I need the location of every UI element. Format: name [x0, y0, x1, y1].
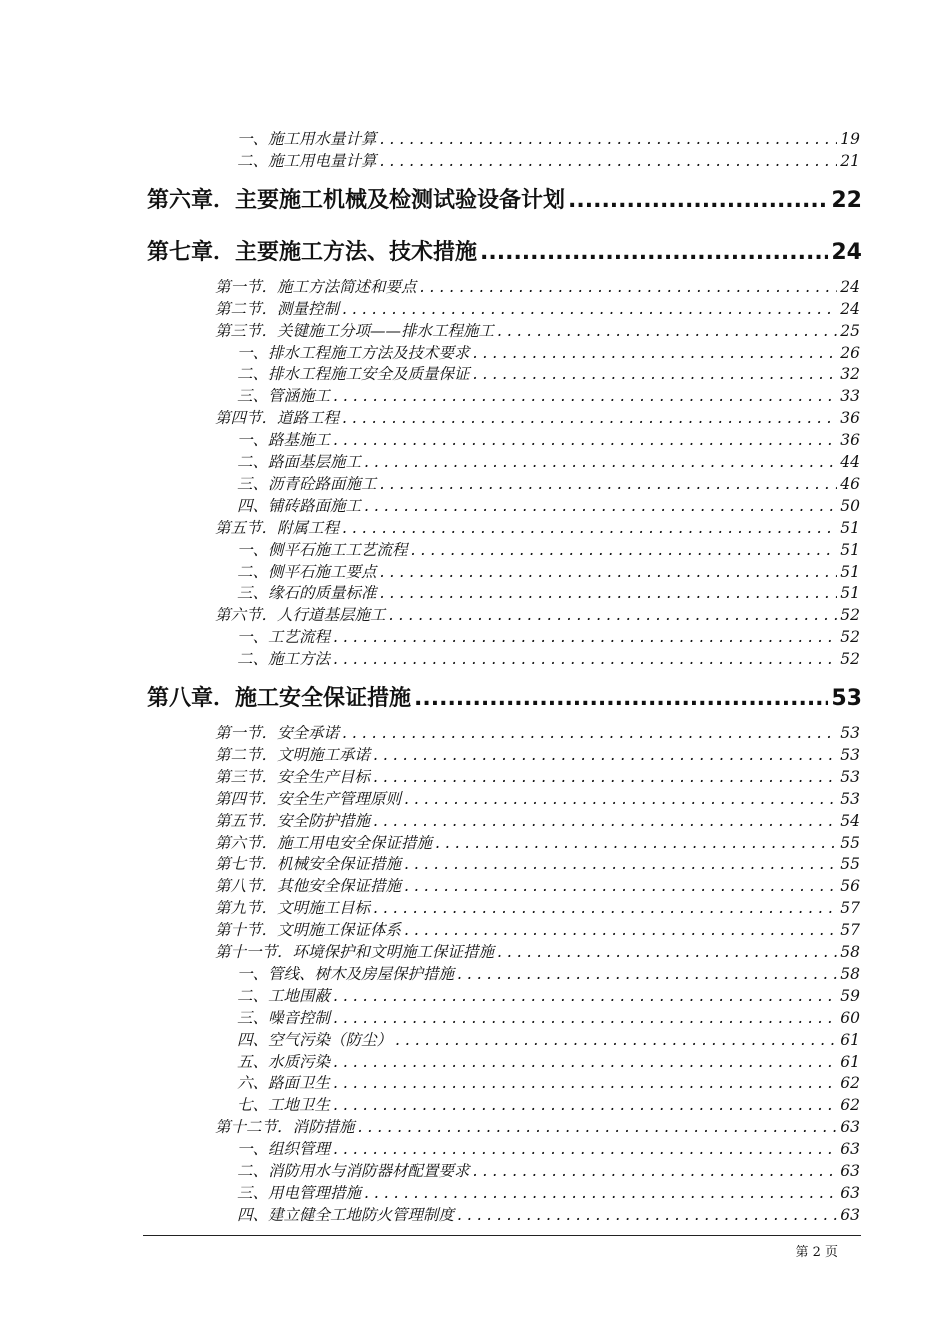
toc-entry-page: 24: [831, 239, 862, 265]
toc-entry-page: 54: [840, 811, 860, 830]
toc-entry-page: 51: [840, 562, 860, 581]
toc-section-entry[interactable]: [215, 788, 860, 810]
toc-dot-leader: [373, 897, 837, 919]
toc-section-entry[interactable]: [215, 766, 860, 788]
toc-entry-title: 第四节．道路工程: [215, 409, 340, 428]
toc-section-entry[interactable]: [215, 832, 860, 854]
toc-subsection-entry[interactable]: [237, 429, 860, 451]
toc-entry-page: 53: [840, 789, 860, 808]
toc-chapter-entry[interactable]: [147, 684, 862, 714]
toc-entry-page: 63: [840, 1118, 860, 1137]
toc-entry-title: 七、工地卫生: [237, 1096, 331, 1115]
toc-subsection-entry[interactable]: [237, 985, 860, 1007]
toc-dot-leader: [420, 276, 838, 298]
toc-dot-leader: [473, 1160, 838, 1182]
toc-entry-page: 50: [840, 496, 860, 515]
toc-subsection-entry[interactable]: [237, 582, 860, 604]
toc-dot-leader: [364, 495, 837, 517]
toc-dot-leader: [435, 832, 837, 854]
toc-entry-title: 一、施工用水量计算: [237, 130, 377, 148]
toc-entry-title: 第二节．测量控制: [215, 299, 340, 318]
toc-dot-leader: [373, 810, 837, 832]
toc-subsection-entry[interactable]: [237, 1072, 860, 1094]
toc-subsection-entry[interactable]: [237, 648, 860, 670]
toc-entry-page: 44: [840, 453, 860, 471]
toc-entry-title: 第九节．文明施工目标: [215, 899, 371, 918]
toc-entry-page: 46: [840, 474, 860, 493]
toc-subsection-entry[interactable]: [237, 1029, 860, 1051]
toc-entry-title: 第三节．安全生产目标: [215, 767, 371, 786]
toc-section-entry[interactable]: [215, 407, 860, 429]
toc-entry-page: 60: [840, 1008, 860, 1027]
toc-entry-page: 58: [840, 964, 860, 983]
toc-entry-title: 三、沥青砼路面施工: [237, 474, 377, 493]
toc-dot-leader: [333, 1051, 837, 1073]
toc-subsection-entry[interactable]: [237, 1138, 860, 1160]
toc-subsection-entry[interactable]: [237, 626, 860, 648]
toc-dot-leader: [457, 1204, 837, 1226]
toc-entry-page: 22: [831, 187, 862, 213]
toc-section-entry[interactable]: [215, 320, 860, 342]
toc-entry-page: 33: [840, 387, 860, 406]
toc-subsection-entry[interactable]: [237, 1204, 860, 1226]
toc-entry-page: 24: [840, 277, 860, 296]
toc-entry-title: 四、铺砖路面施工: [237, 496, 362, 515]
toc-entry-page: 59: [840, 986, 860, 1005]
toc-subsection-entry[interactable]: [237, 385, 860, 407]
toc-dot-leader: [333, 648, 837, 670]
toc-dot-leader: [333, 626, 837, 648]
toc-subsection-entry[interactable]: [237, 451, 860, 473]
toc-entry-title: 第一节．安全承诺: [215, 724, 340, 742]
toc-section-entry[interactable]: [215, 604, 860, 626]
toc-entry-title: 二、消防用水与消防器材配置要求: [237, 1162, 470, 1180]
toc-entry-page: 19: [840, 130, 860, 148]
toc-dot-leader: [333, 429, 837, 451]
toc-entry-title: 第五节．附属工程: [215, 518, 340, 537]
toc-entry-page: 21: [840, 151, 860, 170]
toc-dot-leader: [333, 985, 837, 1007]
toc-subsection-entry[interactable]: [237, 1094, 860, 1116]
toc-entry-page: 57: [840, 899, 860, 918]
toc-entry-title: 三、管涵施工: [237, 387, 331, 406]
toc-entry-page: 51: [840, 584, 860, 603]
toc-entry-page: 63: [840, 1205, 860, 1224]
toc-section-entry[interactable]: [215, 744, 860, 766]
toc-dot-leader: [497, 320, 837, 342]
toc-entry-title: 第五节．安全防护措施: [215, 811, 371, 830]
toc-dot-leader: [358, 1116, 838, 1138]
toc-dot-leader: [457, 963, 837, 985]
toc-dot-leader: [333, 385, 837, 407]
toc-entry-title: 第六节．人行道基层施工: [215, 606, 386, 625]
toc-entry-page: 57: [840, 921, 860, 940]
toc-dot-leader: [480, 238, 828, 268]
toc-dot-leader: [364, 1182, 837, 1204]
toc-subsection-entry[interactable]: [237, 1182, 860, 1204]
page-number-footer: 第 2 页: [795, 1245, 838, 1260]
toc-entry-title: 第六节．施工用电安全保证措施: [215, 833, 433, 852]
toc-dot-leader: [333, 1094, 837, 1116]
toc-section-entry[interactable]: [215, 1116, 860, 1138]
toc-dot-leader: [342, 722, 837, 744]
toc-subsection-entry[interactable]: [237, 1007, 860, 1029]
toc-entry-page: 36: [840, 431, 860, 450]
toc-entry-title: 第十二节．消防措施: [215, 1118, 355, 1137]
toc-entry-page: 52: [840, 628, 860, 647]
toc-entry-title: 二、施工方法: [237, 650, 331, 669]
toc-entry-page: 53: [840, 745, 860, 764]
toc-section-entry[interactable]: [215, 875, 860, 897]
toc-entry-title: 五、水质污染: [237, 1052, 331, 1071]
toc-entry-page: 53: [831, 686, 862, 711]
toc-dot-leader: [380, 150, 838, 172]
toc-entry-title: 第二节．文明施工承诺: [215, 745, 371, 764]
toc-entry-page: 56: [840, 877, 860, 896]
toc-dot-leader: [404, 875, 837, 897]
toc-subsection-entry[interactable]: [237, 1051, 860, 1073]
toc-entry-page: 55: [840, 855, 860, 874]
toc-entry-page: 62: [840, 1096, 860, 1115]
toc-entry-page: 24: [840, 299, 860, 318]
toc-dot-leader: [342, 407, 837, 429]
toc-entry-title: 第七节．机械安全保证措施: [215, 855, 402, 874]
toc-subsection-entry[interactable]: [237, 963, 860, 985]
toc-entry-page: 36: [840, 409, 860, 428]
toc-section-entry[interactable]: [215, 941, 860, 963]
toc-entry-page: 32: [840, 365, 860, 384]
toc-entry-page: 25: [840, 321, 860, 340]
toc-entry-page: 62: [840, 1074, 860, 1093]
toc-entry-page: 63: [840, 1140, 860, 1159]
toc-entry-title: 一、工艺流程: [237, 628, 331, 647]
toc-dot-leader: [364, 451, 837, 473]
toc-chapter-entry[interactable]: [147, 186, 862, 216]
toc-dot-leader: [380, 561, 838, 583]
toc-entry-page: 58: [840, 943, 860, 961]
toc-entry-title: 第一节．施工方法简述和要点: [215, 277, 417, 296]
toc-dot-leader: [333, 1138, 837, 1160]
toc-entry-title: 第十节．文明施工保证体系: [215, 921, 402, 940]
toc-dot-leader: [395, 1029, 837, 1051]
toc-dot-leader: [568, 186, 828, 216]
toc-subsection-entry[interactable]: [237, 342, 860, 364]
toc-entry-page: 26: [840, 343, 860, 362]
toc-entry-page: 51: [840, 518, 860, 537]
toc-entry-title: 二、侧平石施工要点: [237, 562, 377, 581]
toc-entry-title: 第六章．主要施工机械及检测试验设备计划: [147, 187, 566, 213]
toc-subsection-entry[interactable]: [237, 363, 860, 385]
toc-dot-leader: [497, 941, 837, 963]
toc-dot-leader: [373, 766, 837, 788]
toc-dot-leader: [404, 919, 837, 941]
toc-dot-leader: [380, 473, 838, 495]
toc-entry-title: 第八节．其他安全保证措施: [215, 877, 402, 896]
toc-dot-leader: [414, 684, 828, 714]
toc-entry-title: 第三节．关键施工分项——排水工程施工: [215, 321, 495, 340]
toc-dot-leader: [411, 539, 838, 561]
toc-dot-leader: [404, 788, 837, 810]
toc-dot-leader: [373, 744, 837, 766]
toc-entry-title: 一、排水工程施工方法及技术要求: [237, 343, 470, 362]
toc-section-entry[interactable]: [215, 897, 860, 919]
toc-entry-page: 52: [840, 606, 860, 625]
toc-entry-title: 第八章．施工安全保证措施: [147, 686, 412, 711]
toc-dot-leader: [473, 342, 838, 364]
toc-entry-title: 一、组织管理: [237, 1140, 331, 1159]
toc-entry-title: 一、管线、树木及房屋保护措施: [237, 964, 455, 983]
toc-entry-title: 一、路基施工: [237, 431, 331, 450]
toc-dot-leader: [473, 363, 838, 385]
toc-chapter-entry[interactable]: [147, 238, 862, 268]
toc-entry-page: 53: [840, 724, 860, 742]
toc-entry-page: 55: [840, 833, 860, 852]
toc-entry-title: 四、空气污染（防尘）: [237, 1030, 393, 1049]
toc-dot-leader: [380, 128, 838, 150]
toc-subsection-entry[interactable]: [237, 128, 860, 150]
toc-dot-leader: [342, 517, 837, 539]
toc-dot-leader: [342, 298, 837, 320]
toc-section-entry[interactable]: [215, 919, 860, 941]
toc-entry-title: 第十一节．环境保护和文明施工保证措施: [215, 943, 495, 961]
toc-dot-leader: [333, 1072, 837, 1094]
toc-entry-title: 三、用电管理措施: [237, 1183, 362, 1202]
toc-dot-leader: [333, 1007, 837, 1029]
toc-subsection-entry[interactable]: [237, 561, 860, 583]
toc-section-entry[interactable]: [215, 276, 860, 298]
toc-entry-page: 63: [840, 1183, 860, 1202]
toc-entry-page: 61: [840, 1030, 860, 1049]
toc-entry-page: 53: [840, 767, 860, 786]
toc-entry-page: 52: [840, 650, 860, 669]
footer-divider: [143, 1235, 861, 1236]
toc-entry-title: 二、排水工程施工安全及质量保证: [237, 365, 470, 384]
toc-section-entry[interactable]: [215, 810, 860, 832]
toc-section-entry[interactable]: [215, 722, 860, 744]
toc-subsection-entry[interactable]: [237, 150, 860, 172]
toc-section-entry[interactable]: [215, 853, 860, 875]
toc-entry-title: 二、工地围蔽: [237, 986, 331, 1005]
toc-subsection-entry[interactable]: [237, 539, 860, 561]
toc-entry-page: 61: [840, 1052, 860, 1071]
toc-section-entry[interactable]: [215, 517, 860, 539]
toc-entry-title: 三、缘石的质量标准: [237, 584, 377, 603]
toc-entry-title: 第四节．安全生产管理原则: [215, 789, 402, 808]
toc-entry-title: 二、施工用电量计算: [237, 151, 377, 170]
toc-subsection-entry[interactable]: [237, 495, 860, 517]
toc-entry-title: 六、路面卫生: [237, 1074, 331, 1093]
toc-entry-title: 四、建立健全工地防火管理制度: [237, 1205, 455, 1224]
toc-entry-title: 三、噪音控制: [237, 1008, 331, 1027]
toc-entry-page: 63: [840, 1162, 860, 1180]
toc-dot-leader: [380, 582, 838, 604]
toc-dot-leader: [389, 604, 838, 626]
toc-entry-title: 第七章．主要施工方法、技术措施: [147, 239, 478, 265]
toc-entry-title: 二、路面基层施工: [237, 453, 362, 471]
toc-entry-page: 51: [840, 540, 860, 559]
toc-subsection-entry[interactable]: [237, 1160, 860, 1182]
toc-dot-leader: [404, 853, 837, 875]
toc-subsection-entry[interactable]: [237, 473, 860, 495]
toc-section-entry[interactable]: [215, 298, 860, 320]
toc-entry-title: 一、侧平石施工工艺流程: [237, 540, 408, 559]
